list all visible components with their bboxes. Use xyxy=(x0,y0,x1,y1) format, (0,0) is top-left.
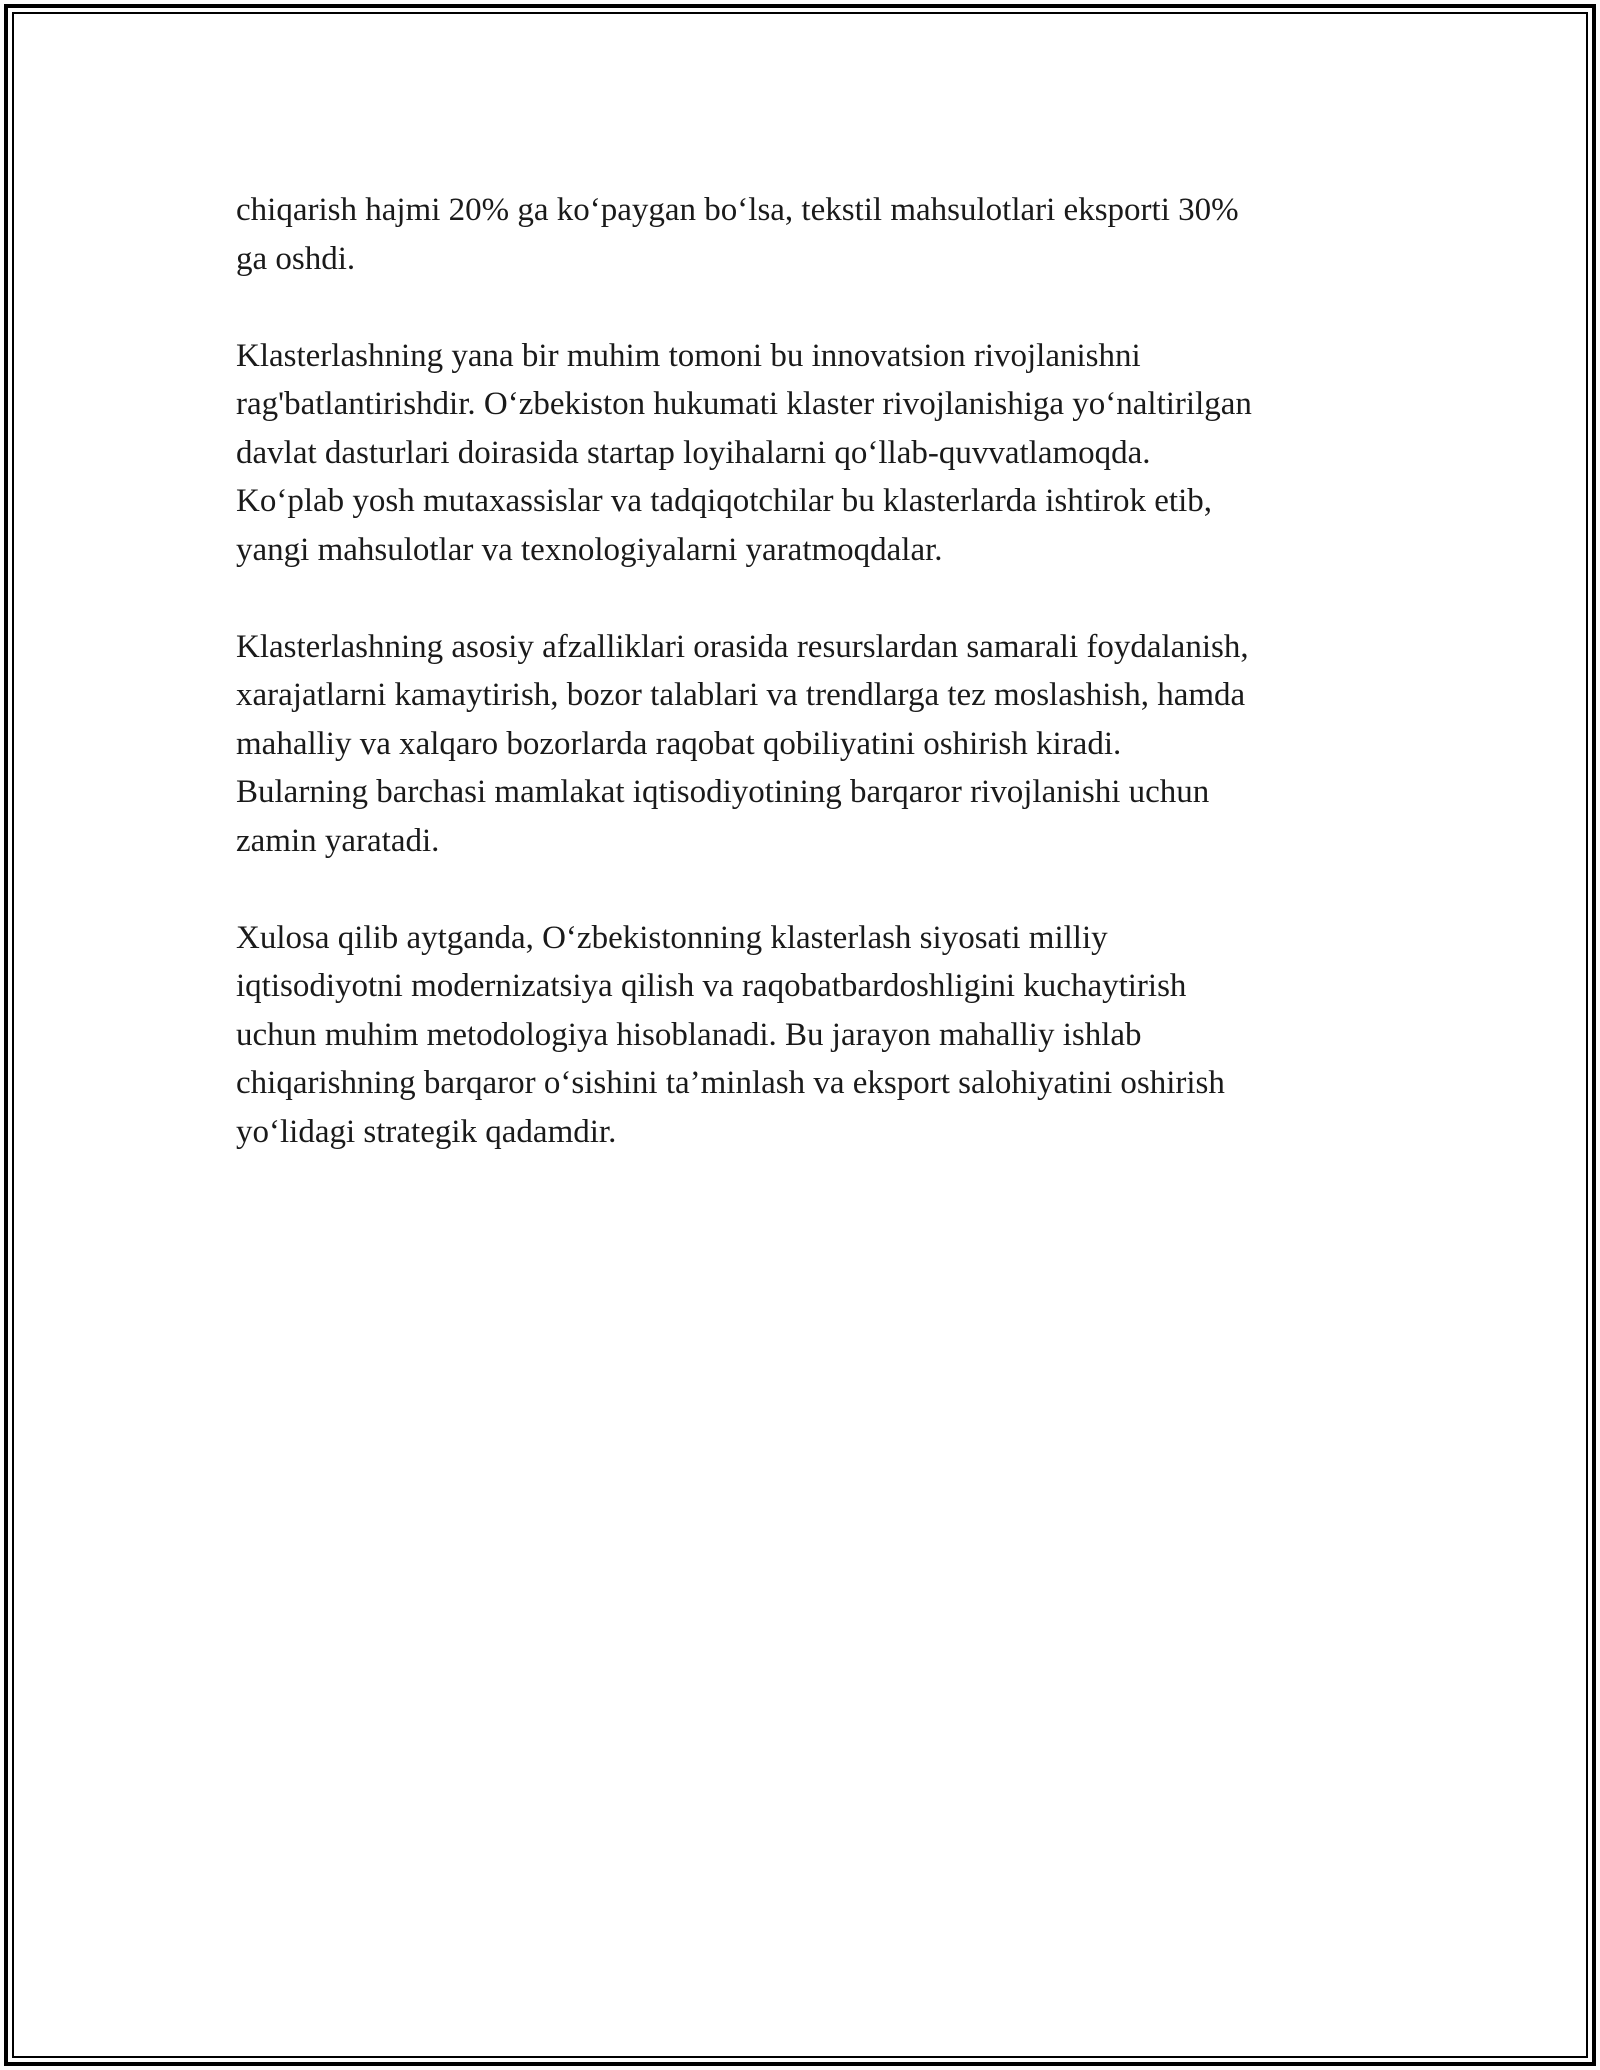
paragraph-3 xyxy=(236,623,1376,866)
text-line: xarajatlarni kamaytirish, bozor talablari va trendlarga tez moslashish, hamda xyxy=(236,677,1246,713)
text-line: Ko‘plab yosh mutaxassislar va tadqiqotchilar bu klasterlarda ishtirok etib, xyxy=(236,483,1213,519)
text-line: chiqarishning barqaror o‘sishini ta’minlash va eksport salohiyatini oshirish xyxy=(236,1065,1225,1101)
text-line: uchun muhim metodologiya hisoblanadi. Bu jarayon mahalliy ishlab xyxy=(236,1016,1142,1053)
text-line: yangi mahsulotlar va texnologiyalarni yaratmoqdalar. xyxy=(236,531,943,568)
paragraph-1 xyxy=(236,186,1376,283)
document-body xyxy=(236,186,1376,1205)
text-line: Klasterlashning asosiy afzalliklari orasida resurslardan samarali foydalanish, xyxy=(236,628,1249,665)
text-line: Klasterlashning yana bir muhim tomoni bu innovatsion rivojlanishni xyxy=(236,337,1141,374)
text-line: yo‘lidagi strategik qadamdir. xyxy=(236,1113,617,1150)
text-line: chiqarish hajmi 20% ga ko‘paygan bo‘lsa, tekstil mahsulotlari eksporti 30% xyxy=(236,192,1239,228)
text-line: iqtisodiyotni modernizatsiya qilish va raqobatbardoshligini kuchaytirish xyxy=(236,968,1187,1004)
text-line: Bularning barchasi mamlakat iqtisodiyotining barqaror rivojlanishi uchun xyxy=(236,774,1210,810)
text-line: davlat dasturlari doirasida startap loyihalarni qo‘llab-quvvatlamoqda. xyxy=(236,434,1151,471)
text-line: zamin yaratadi. xyxy=(236,822,440,859)
text-line: Xulosa qilib aytganda, O‘zbekistonning klasterlash siyosati milliy xyxy=(236,919,1108,956)
paragraph-2 xyxy=(236,332,1376,575)
text-line: ga oshdi. xyxy=(236,240,356,277)
text-line: mahalliy va xalqaro bozorlarda raqobat qobiliyatini oshirish kiradi. xyxy=(236,725,1122,762)
text-line: rag'batlantirishdir. O‘zbekiston hukumati klaster rivojlanishiga yo‘naltirilgan xyxy=(236,386,1252,422)
paragraph-4 xyxy=(236,914,1376,1157)
